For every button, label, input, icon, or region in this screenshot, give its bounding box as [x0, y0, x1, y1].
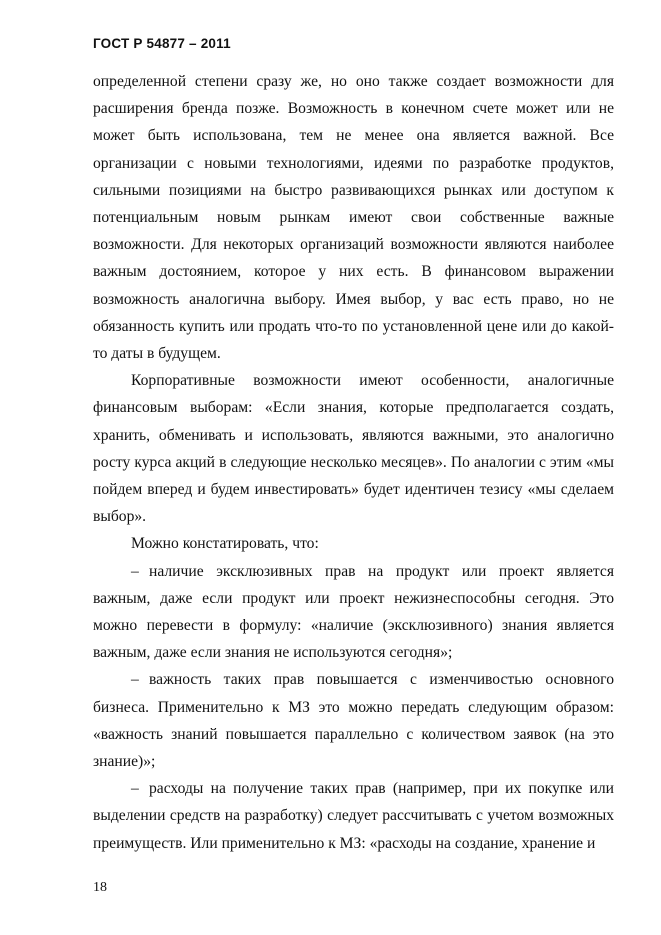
paragraph-corporate-opportunities: Корпоративные возможности имеют особенности, аналогичные финансовым выборам: «Если знания, которые предполагается создать, хранить, обменивать и использовать, являются важными, это аналогично росту курса акций в следующие несколько месяцев». По аналогии с этим «мы пойдем вперед и будем инвестировать» будет идентичен тезису «мы сделаем выбор». — [93, 372, 614, 526]
list-dash-marker: – — [131, 780, 139, 798]
list-dash-marker: – — [131, 671, 139, 689]
page-number: 18 — [93, 880, 107, 895]
paragraph-list-intro: Можно констатировать, что: — [131, 535, 319, 553]
list-item — [93, 775, 614, 857]
document-header: ГОСТ Р 54877 – 2011 — [93, 36, 231, 51]
list-item-text: важность таких прав повышается с изменчивостью основного бизнеса. Применительно к МЗ это можно передать следующим образом: «важность знаний повышается параллельно с количеством заявок (на это знание)»; — [93, 671, 614, 771]
list-item-text: расходы на получение таких прав (например, при их покупке или выделении средств на разработку) следует рассчитывать с учетом возможных преимуществ. Или применительно к МЗ: «расходы на создание, хранение и — [93, 780, 614, 852]
document-body — [93, 68, 614, 857]
list-item — [93, 666, 614, 775]
list-item-text: наличие эксклюзивных прав на продукт или проект является важным, даже если продукт или проект нежизнеспособны сегодня. Это можно перевести в формулу: «наличие (эксклюзивного) знания является важным, даже если знания не используются сегодня»; — [93, 562, 614, 662]
list-item — [93, 558, 614, 667]
paragraph-continuation: определенной степени сразу же, но оно также создает возможности для расширения бренда позже. Возможность в конечном счете может или не может быть использована, тем не менее она является важной. Все организации с новыми технологиями, идеями по разработке продуктов, сильными позициями на быстро развивающихся рынках или доступом к потенциальным новым рынкам имеют свои собственные важные возможности. Для некоторых организаций возможности являются наиболее важным достоянием, которое у них есть. В финансовом выражении возможность аналогична выбору. Имея выбор, у вас есть право, но не обязанность купить или продать что-то по установленной цене или до какой-то даты в будущем. — [93, 73, 614, 363]
list-dash-marker: – — [131, 562, 139, 580]
